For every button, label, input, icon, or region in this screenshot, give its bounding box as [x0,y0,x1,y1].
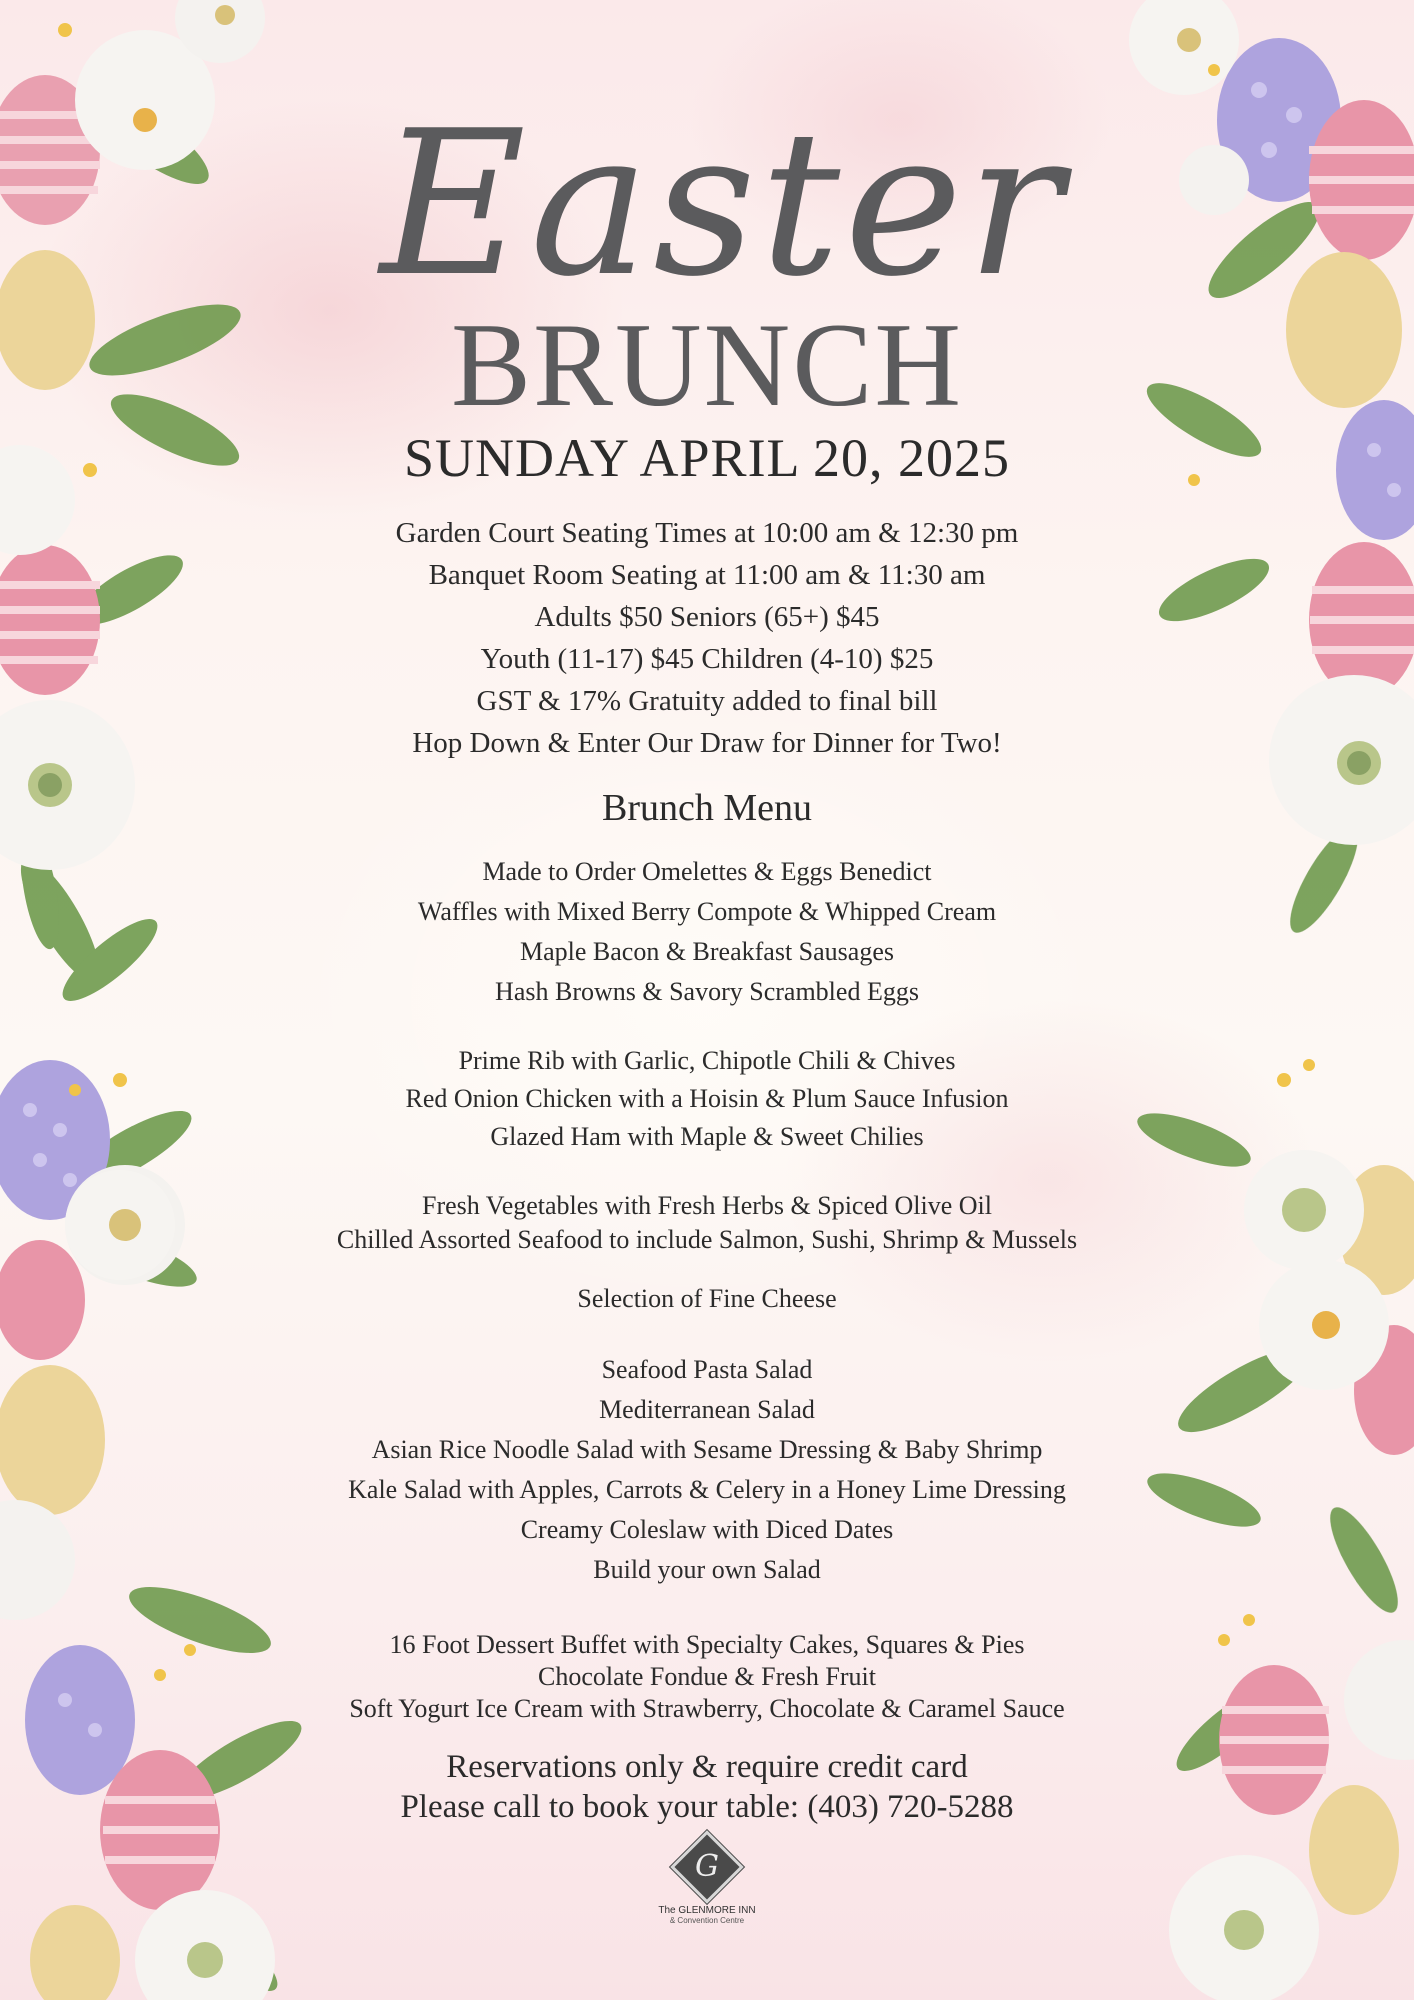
menu-item: Mediterranean Salad [599,1395,815,1424]
info-line: Banquet Room Seating at 11:00 am & 11:30 am [428,559,986,591]
menu-item: Seafood Pasta Salad [601,1355,813,1384]
logo-name: The GLENMORE INN [658,1905,756,1916]
menu-item: Glazed Ham with Maple & Sweet Chilies [490,1122,924,1151]
menu-item: Selection of Fine Cheese [577,1284,837,1313]
menu-group-mains [250,1042,1164,1156]
menu-item: Made to Order Omelettes & Eggs Benedict [482,857,932,886]
menu-item: Soft Yogurt Ice Cream with Strawberry, Chocolate & Caramel Sauce [349,1694,1065,1723]
menu-group-cheese [250,1280,1164,1318]
menu-item: Chilled Assorted Seafood to include Salmon, Sushi, Shrimp & Mussels [336,1225,1078,1254]
menu-group-salads [250,1350,1164,1590]
menu-item: Maple Bacon & Breakfast Sausages [519,937,894,966]
reservations [250,1747,1164,1827]
logo-subtitle: & Convention Centre [669,1916,745,1925]
menu-group-sides [250,1189,1164,1257]
menu-heading: Brunch Menu [601,787,813,829]
info-line: Youth (11-17) $45 Children (4-10) $25 [480,643,934,675]
menu-item: Kale Salad with Apples, Carrots & Celery in a Honey Lime Dressing [348,1475,1066,1504]
menu-item: Chocolate Fondue & Fresh Fruit [538,1662,876,1691]
glenmore-logo [657,1833,757,1925]
info-line: Hop Down & Enter Our Draw for Dinner for Two! [412,727,1002,759]
easter-egg-icon [1217,38,1414,1915]
info-line: Garden Court Seating Times at 10:00 am & 12:30 pm [395,517,1019,549]
menu-item: Fresh Vegetables with Fresh Herbs & Spiced Olive Oil [422,1191,992,1220]
menu-group-breakfast [250,852,1164,1012]
info-line: Adults $50 Seniors (65+) $45 [534,601,880,633]
menu-item: Prime Rib with Garlic, Chipotle Chili & Chives [458,1046,956,1075]
menu-item: 16 Foot Dessert Buffet with Specialty Cakes, Squares & Pies [389,1630,1025,1659]
info-line: GST & 17% Gratuity added to final bill [476,685,938,717]
menu-item: Build your own Salad [593,1555,821,1584]
logo-letter: G [695,1849,719,1884]
event-info [250,512,1164,764]
reservation-note: Reservations only & require credit card [446,1749,968,1785]
title-main: BRUNCH [450,298,964,431]
menu-item: Creamy Coleslaw with Diced Dates [520,1515,894,1544]
menu-item: Hash Browns & Savory Scrambled Eggs [495,977,919,1006]
event-date: SUNDAY APRIL 20, 2025 [403,428,1011,488]
logo-mark-icon [670,1830,744,1904]
menu-item: Waffles with Mixed Berry Compote & Whipped Cream [417,897,997,926]
menu-item: Red Onion Chicken with a Hoisin & Plum Sauce Infusion [405,1084,1009,1113]
menu-group-desserts [250,1629,1164,1725]
reservation-phone: Please call to book your table: (403) 720-5288 [400,1789,1014,1825]
title-script: Easter [380,88,1067,321]
menu-item: Asian Rice Noodle Salad with Sesame Dressing & Baby Shrimp [371,1435,1043,1464]
